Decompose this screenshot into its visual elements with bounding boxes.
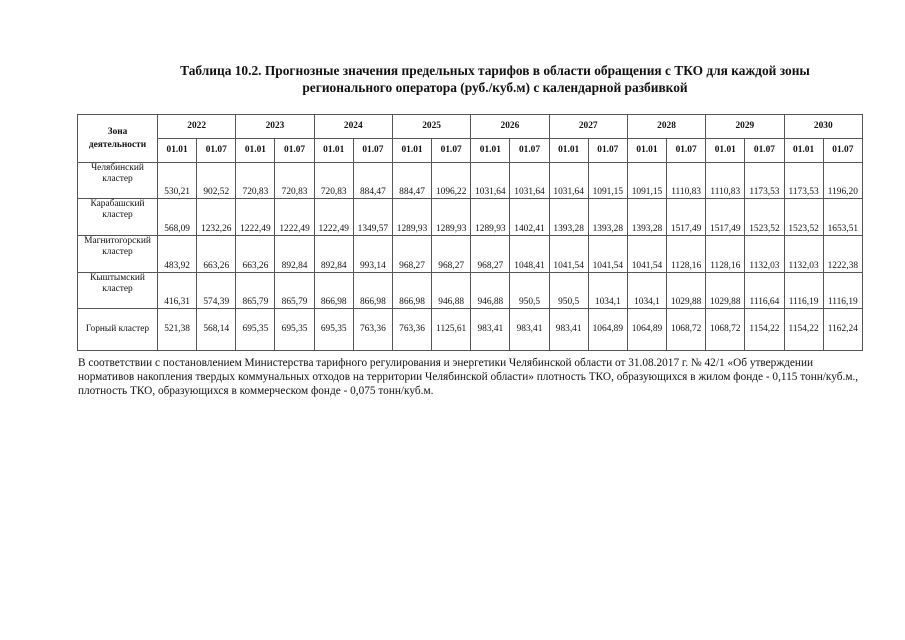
- tariff-value: 968,27: [432, 236, 471, 273]
- tariff-value: 720,83: [314, 163, 353, 199]
- tariff-value: 1402,41: [510, 199, 549, 236]
- date-header: 01.07: [275, 139, 314, 163]
- tariff-value: 521,38: [158, 309, 197, 351]
- tariff-value: 1289,93: [471, 199, 510, 236]
- tariff-value: 1041,54: [549, 236, 588, 273]
- tariff-value: 1116,19: [784, 273, 823, 309]
- tariff-value: 1029,88: [667, 273, 706, 309]
- tariff-table-body: [78, 163, 863, 351]
- tariff-value: 1523,52: [784, 199, 823, 236]
- year-header: 2022: [158, 115, 236, 139]
- tariff-value: 968,27: [392, 236, 431, 273]
- tariff-value: 1393,28: [549, 199, 588, 236]
- density-note: В соответствии с постановлением Министерства тарифного регулирования и энергетики Челябинской области от 31.08.2017 г. № 42/1 «Об утверждении нормативов накопления твердых коммунальных отходов на территории Челябинской области» плотность ТКО, образующихся в жилом фонде - 0,115 тонн/куб.м., плотность ТКО, образующихся в коммерческом фонде - 0,075 тонн/куб.м.: [78, 357, 859, 398]
- tariff-value: 865,79: [236, 273, 275, 309]
- date-header: 01.01: [158, 139, 197, 163]
- tariff-value: 1041,54: [588, 236, 627, 273]
- tariff-value: 720,83: [275, 163, 314, 199]
- tariff-value: 902,52: [197, 163, 236, 199]
- year-header: 2023: [236, 115, 314, 139]
- date-header: 01.01: [236, 139, 275, 163]
- date-header: 01.07: [432, 139, 471, 163]
- date-header: 01.07: [510, 139, 549, 163]
- table-title-line-2: регионального оператора (руб./куб.м) с календарной разбивкой: [302, 80, 688, 95]
- tariff-value: 1125,61: [432, 309, 471, 351]
- year-header: 2028: [627, 115, 705, 139]
- date-header-row: [78, 139, 863, 163]
- tariff-value: 866,98: [314, 273, 353, 309]
- tariff-value: 1091,15: [627, 163, 666, 199]
- tariff-value: 1096,22: [432, 163, 471, 199]
- tariff-value: 993,14: [353, 236, 392, 273]
- tariff-value: 1132,03: [784, 236, 823, 273]
- tariff-value: 695,35: [275, 309, 314, 351]
- tariff-value: 1517,49: [706, 199, 745, 236]
- tariff-value: 1289,93: [392, 199, 431, 236]
- tariff-value: 568,14: [197, 309, 236, 351]
- year-header-row: [78, 115, 863, 139]
- year-header: 2026: [471, 115, 549, 139]
- tariff-value: 892,84: [275, 236, 314, 273]
- tariff-value: 983,41: [549, 309, 588, 351]
- tariff-value: 1232,26: [197, 199, 236, 236]
- table-row: [78, 309, 863, 351]
- year-header: 2030: [784, 115, 863, 139]
- tariff-value: 1031,64: [549, 163, 588, 199]
- tariff-value: 1064,89: [588, 309, 627, 351]
- date-header: 01.01: [784, 139, 823, 163]
- tariff-value: 530,21: [158, 163, 197, 199]
- table-title-line-1: Таблица 10.2. Прогнозные значения предельных тарифов в области обращения с ТКО для каждой зоны: [180, 63, 810, 78]
- date-header: 01.01: [627, 139, 666, 163]
- tariff-value: 1034,1: [588, 273, 627, 309]
- tariff-value: 866,98: [353, 273, 392, 309]
- year-header: 2025: [392, 115, 470, 139]
- tariff-value: 1048,41: [510, 236, 549, 273]
- year-header: 2027: [549, 115, 627, 139]
- tariff-value: 1034,1: [627, 273, 666, 309]
- tariff-value: 695,35: [236, 309, 275, 351]
- tariff-value: 1222,38: [823, 236, 862, 273]
- date-header: 01.01: [706, 139, 745, 163]
- tariff-value: 1222,49: [314, 199, 353, 236]
- year-header: 2024: [314, 115, 392, 139]
- tariff-value: 1128,16: [706, 236, 745, 273]
- tariff-value: 1196,20: [823, 163, 862, 199]
- table-row: [78, 273, 863, 309]
- tariff-value: 1653,51: [823, 199, 862, 236]
- date-header: 01.01: [314, 139, 353, 163]
- date-header: 01.07: [667, 139, 706, 163]
- zone-name: Кыштымский кластер: [78, 273, 158, 309]
- tariff-value: 946,88: [471, 273, 510, 309]
- tariff-value: 1173,53: [745, 163, 784, 199]
- tariff-value: 1517,49: [667, 199, 706, 236]
- tariff-value: 663,26: [236, 236, 275, 273]
- date-header: 01.01: [392, 139, 431, 163]
- zone-name: Карабашский кластер: [78, 199, 158, 236]
- tariff-value: 1110,83: [667, 163, 706, 199]
- tariff-value: 1154,22: [745, 309, 784, 351]
- tariff-value: 892,84: [314, 236, 353, 273]
- tariff-value: 1393,28: [588, 199, 627, 236]
- tariff-value: 1116,64: [745, 273, 784, 309]
- tariff-value: 1162,24: [823, 309, 862, 351]
- tariff-value: 1173,53: [784, 163, 823, 199]
- tariff-value: 884,47: [353, 163, 392, 199]
- tariff-value: 968,27: [471, 236, 510, 273]
- table-title: [100, 62, 890, 96]
- tariff-value: 1289,93: [432, 199, 471, 236]
- tariff-value: 1132,03: [745, 236, 784, 273]
- tariff-value: 1029,88: [706, 273, 745, 309]
- tariff-value: 1068,72: [706, 309, 745, 351]
- tariff-value: 1041,54: [627, 236, 666, 273]
- tariff-value: 950,5: [510, 273, 549, 309]
- tariff-value: 695,35: [314, 309, 353, 351]
- table-row: [78, 199, 863, 236]
- zone-name: Челябинский кластер: [78, 163, 158, 199]
- date-header: 01.07: [353, 139, 392, 163]
- zone-header: Зона деятельности: [78, 115, 158, 163]
- tariff-value: 1110,83: [706, 163, 745, 199]
- date-header: 01.07: [588, 139, 627, 163]
- tariff-value: 1128,16: [667, 236, 706, 273]
- year-header: 2029: [706, 115, 784, 139]
- tariff-value: 866,98: [392, 273, 431, 309]
- tariff-value: 1031,64: [471, 163, 510, 199]
- zone-name: Горный кластер: [78, 309, 158, 351]
- tariff-value: 1349,57: [353, 199, 392, 236]
- tariff-value: 663,26: [197, 236, 236, 273]
- tariff-value: 574,39: [197, 273, 236, 309]
- tariff-table: [77, 114, 863, 351]
- table-row: [78, 163, 863, 199]
- tariff-value: 1222,49: [275, 199, 314, 236]
- tariff-value: 1222,49: [236, 199, 275, 236]
- table-row: [78, 236, 863, 273]
- tariff-value: 720,83: [236, 163, 275, 199]
- date-header: 01.01: [471, 139, 510, 163]
- zone-name: Магнитогорский кластер: [78, 236, 158, 273]
- tariff-value: 1064,89: [627, 309, 666, 351]
- tariff-value: 950,5: [549, 273, 588, 309]
- tariff-value: 1154,22: [784, 309, 823, 351]
- tariff-value: 946,88: [432, 273, 471, 309]
- date-header: 01.07: [823, 139, 862, 163]
- tariff-value: 983,41: [510, 309, 549, 351]
- tariff-value: 763,36: [353, 309, 392, 351]
- tariff-value: 865,79: [275, 273, 314, 309]
- tariff-value: 1393,28: [627, 199, 666, 236]
- tariff-value: 983,41: [471, 309, 510, 351]
- tariff-value: 1116,19: [823, 273, 862, 309]
- tariff-value: 1068,72: [667, 309, 706, 351]
- tariff-value: 1523,52: [745, 199, 784, 236]
- tariff-value: 884,47: [392, 163, 431, 199]
- tariff-value: 1031,64: [510, 163, 549, 199]
- tariff-value: 483,92: [158, 236, 197, 273]
- date-header: 01.07: [197, 139, 236, 163]
- date-header: 01.01: [549, 139, 588, 163]
- tariff-value: 416,31: [158, 273, 197, 309]
- tariff-value: 568,09: [158, 199, 197, 236]
- tariff-value: 763,36: [392, 309, 431, 351]
- date-header: 01.07: [745, 139, 784, 163]
- tariff-value: 1091,15: [588, 163, 627, 199]
